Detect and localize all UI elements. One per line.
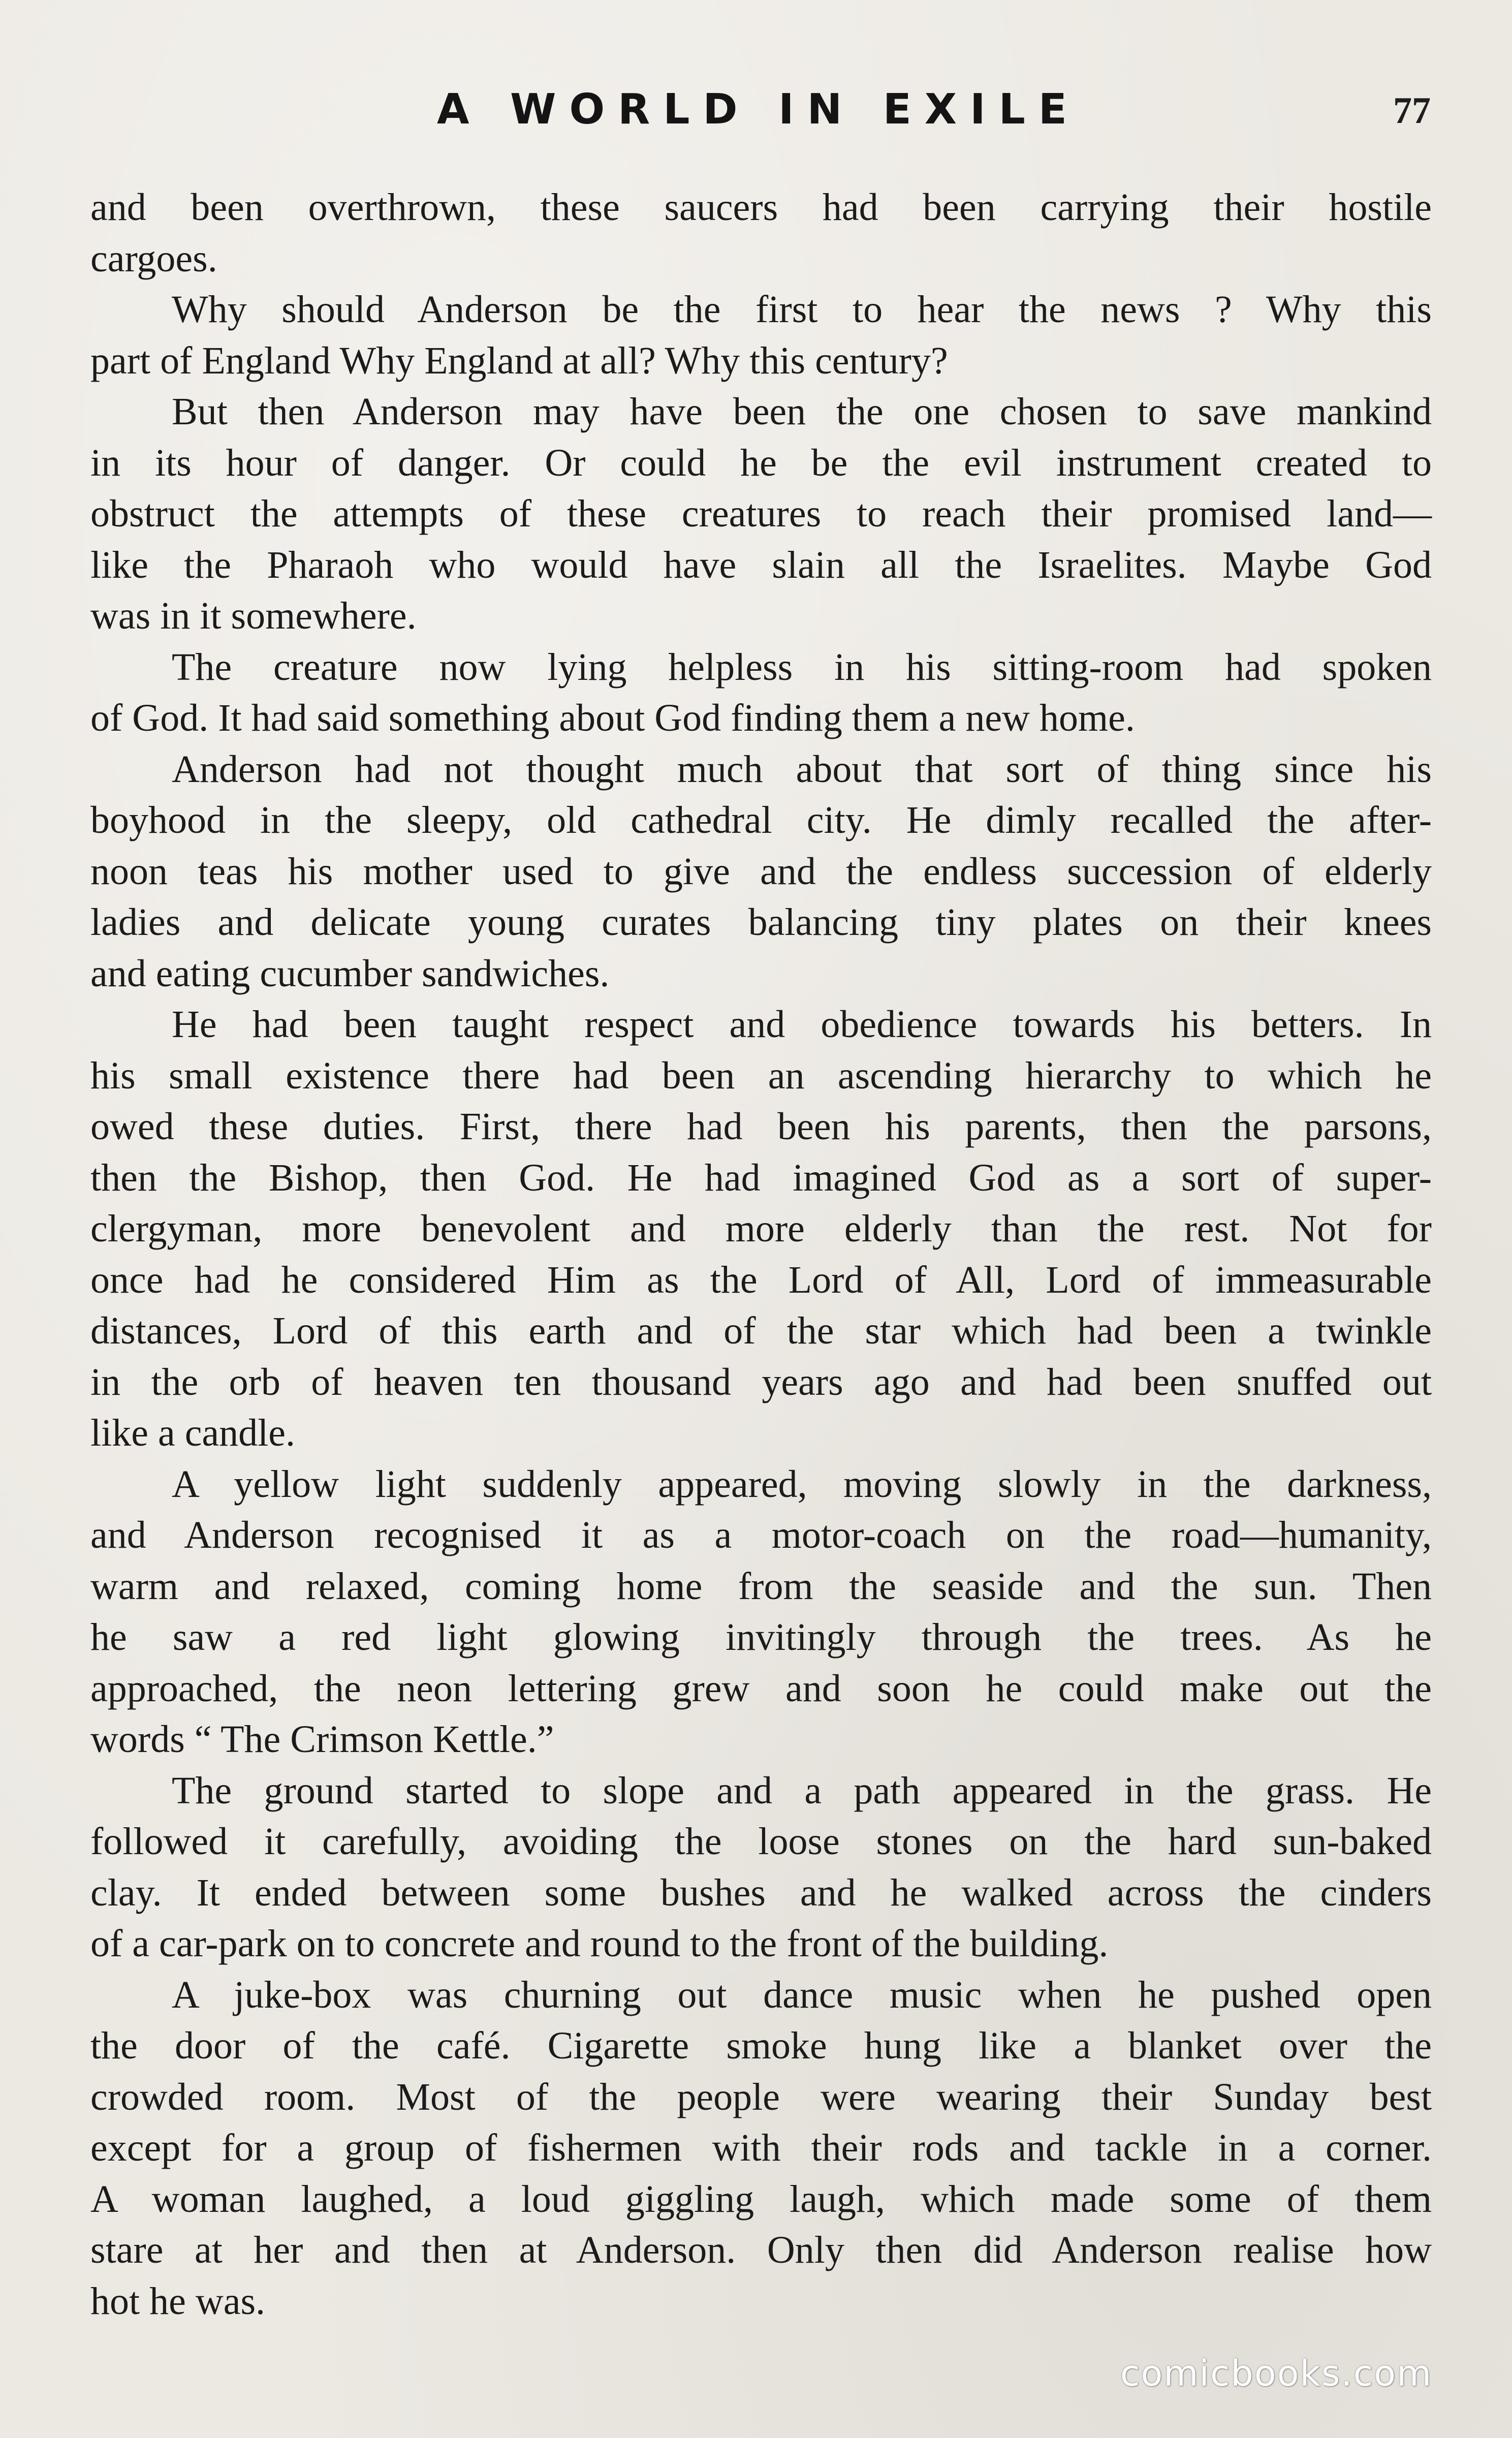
text-line: distances, Lord of this earth and of the star which had been a twinkle [90, 1309, 1432, 1352]
page-number: 77 [1393, 90, 1431, 132]
text-line: Why should Anderson be the first to hear the news ? Why this [172, 288, 1432, 331]
text-line: like the Pharaoh who would have slain all the Israelites. Maybe God [90, 543, 1432, 586]
running-title: A WORLD IN EXILE [437, 85, 1080, 134]
text-line: But then Anderson may have been the one chosen to save mankind [172, 390, 1432, 433]
text-line: warm and relaxed, coming home from the seaside and the sun. Then [90, 1565, 1432, 1608]
text-line: once had he considered Him as the Lord of All, Lord of immeasurable [90, 1258, 1432, 1301]
text-line: in the orb of heaven ten thousand years ago and had been snuffed out [90, 1360, 1432, 1403]
text-line: he saw a red light glowing invitingly through the trees. As he [90, 1616, 1432, 1659]
running-head [0, 85, 1512, 157]
text-line: approached, the neon lettering grew and soon he could make out the [90, 1667, 1432, 1710]
text-line: hot he was. [90, 2279, 266, 2323]
text-line: clergyman, more benevolent and more elderly than the rest. Not for [90, 1207, 1432, 1250]
text-line: A woman laughed, a loud giggling laugh, which made some of them [90, 2177, 1432, 2221]
text-line: then the Bishop, then God. He had imagined God as a sort of super- [90, 1156, 1432, 1199]
text-line: the door of the café. Cigarette smoke hung like a blanket over the [90, 2024, 1432, 2067]
text-line: and been overthrown, these saucers had been carrying their hostile [90, 186, 1432, 229]
text-line: stare at her and then at Anderson. Only then did Anderson realise how [90, 2229, 1432, 2271]
text-line: followed it carefully, avoiding the loose stones on the hard sun-baked [90, 1820, 1432, 1863]
text-line: The creature now lying helpless in his sitting-room had spoken [172, 645, 1432, 689]
text-line: and Anderson recognised it as a motor-coach on the road—humanity, [90, 1514, 1432, 1556]
text-line: like a candle. [90, 1412, 296, 1454]
text-line: ladies and delicate young curates balancing tiny plates on their knees [90, 901, 1432, 944]
text-line: in its hour of danger. Or could he be the evil instrument created to [90, 441, 1432, 484]
text-line: crowded room. Most of the people were wearing their Sunday best [90, 2075, 1432, 2118]
text-line: part of England Why England at all? Why this century? [90, 339, 948, 382]
text-line: boyhood in the sleepy, old cathedral city. He dimly recalled the after- [90, 799, 1432, 841]
text-line: words “ The Crimson Kettle.” [90, 1718, 554, 1761]
text-line: owed these duties. First, there had been his parents, then the parsons, [90, 1105, 1432, 1148]
text-line: He had been taught respect and obedience towards his betters. In [172, 1003, 1432, 1046]
text-line: was in it somewhere. [90, 595, 417, 637]
text-line: noon teas his mother used to give and the endless succession of elderly [90, 850, 1432, 893]
text-line: A juke-box was churning out dance music when he pushed open [172, 1973, 1432, 2016]
text-line: The ground started to slope and a path appeared in the grass. He [172, 1769, 1432, 1812]
text-line: cargoes. [90, 237, 217, 280]
text-line: A yellow light suddenly appeared, moving slowly in the darkness, [172, 1462, 1432, 1506]
text-line: except for a group of fishermen with their rods and tackle in a corner. [90, 2127, 1432, 2169]
watermark: comicbooks.com [1120, 2353, 1433, 2394]
text-line: and eating cucumber sandwiches. [90, 952, 610, 995]
text-line: his small existence there had been an ascending hierarchy to which he [90, 1054, 1432, 1097]
body-text [90, 182, 1432, 2327]
text-line: clay. It ended between some bushes and he walked across the cinders [90, 1871, 1432, 1914]
text-line: of God. It had said something about God finding them a new home. [90, 697, 1135, 739]
text-line: obstruct the attempts of these creatures to reach their promised land— [90, 492, 1432, 535]
text-line: Anderson had not thought much about that sort of thing since his [172, 747, 1432, 791]
text-line: of a car-park on to concrete and round to the front of the building. [90, 1922, 1109, 1965]
